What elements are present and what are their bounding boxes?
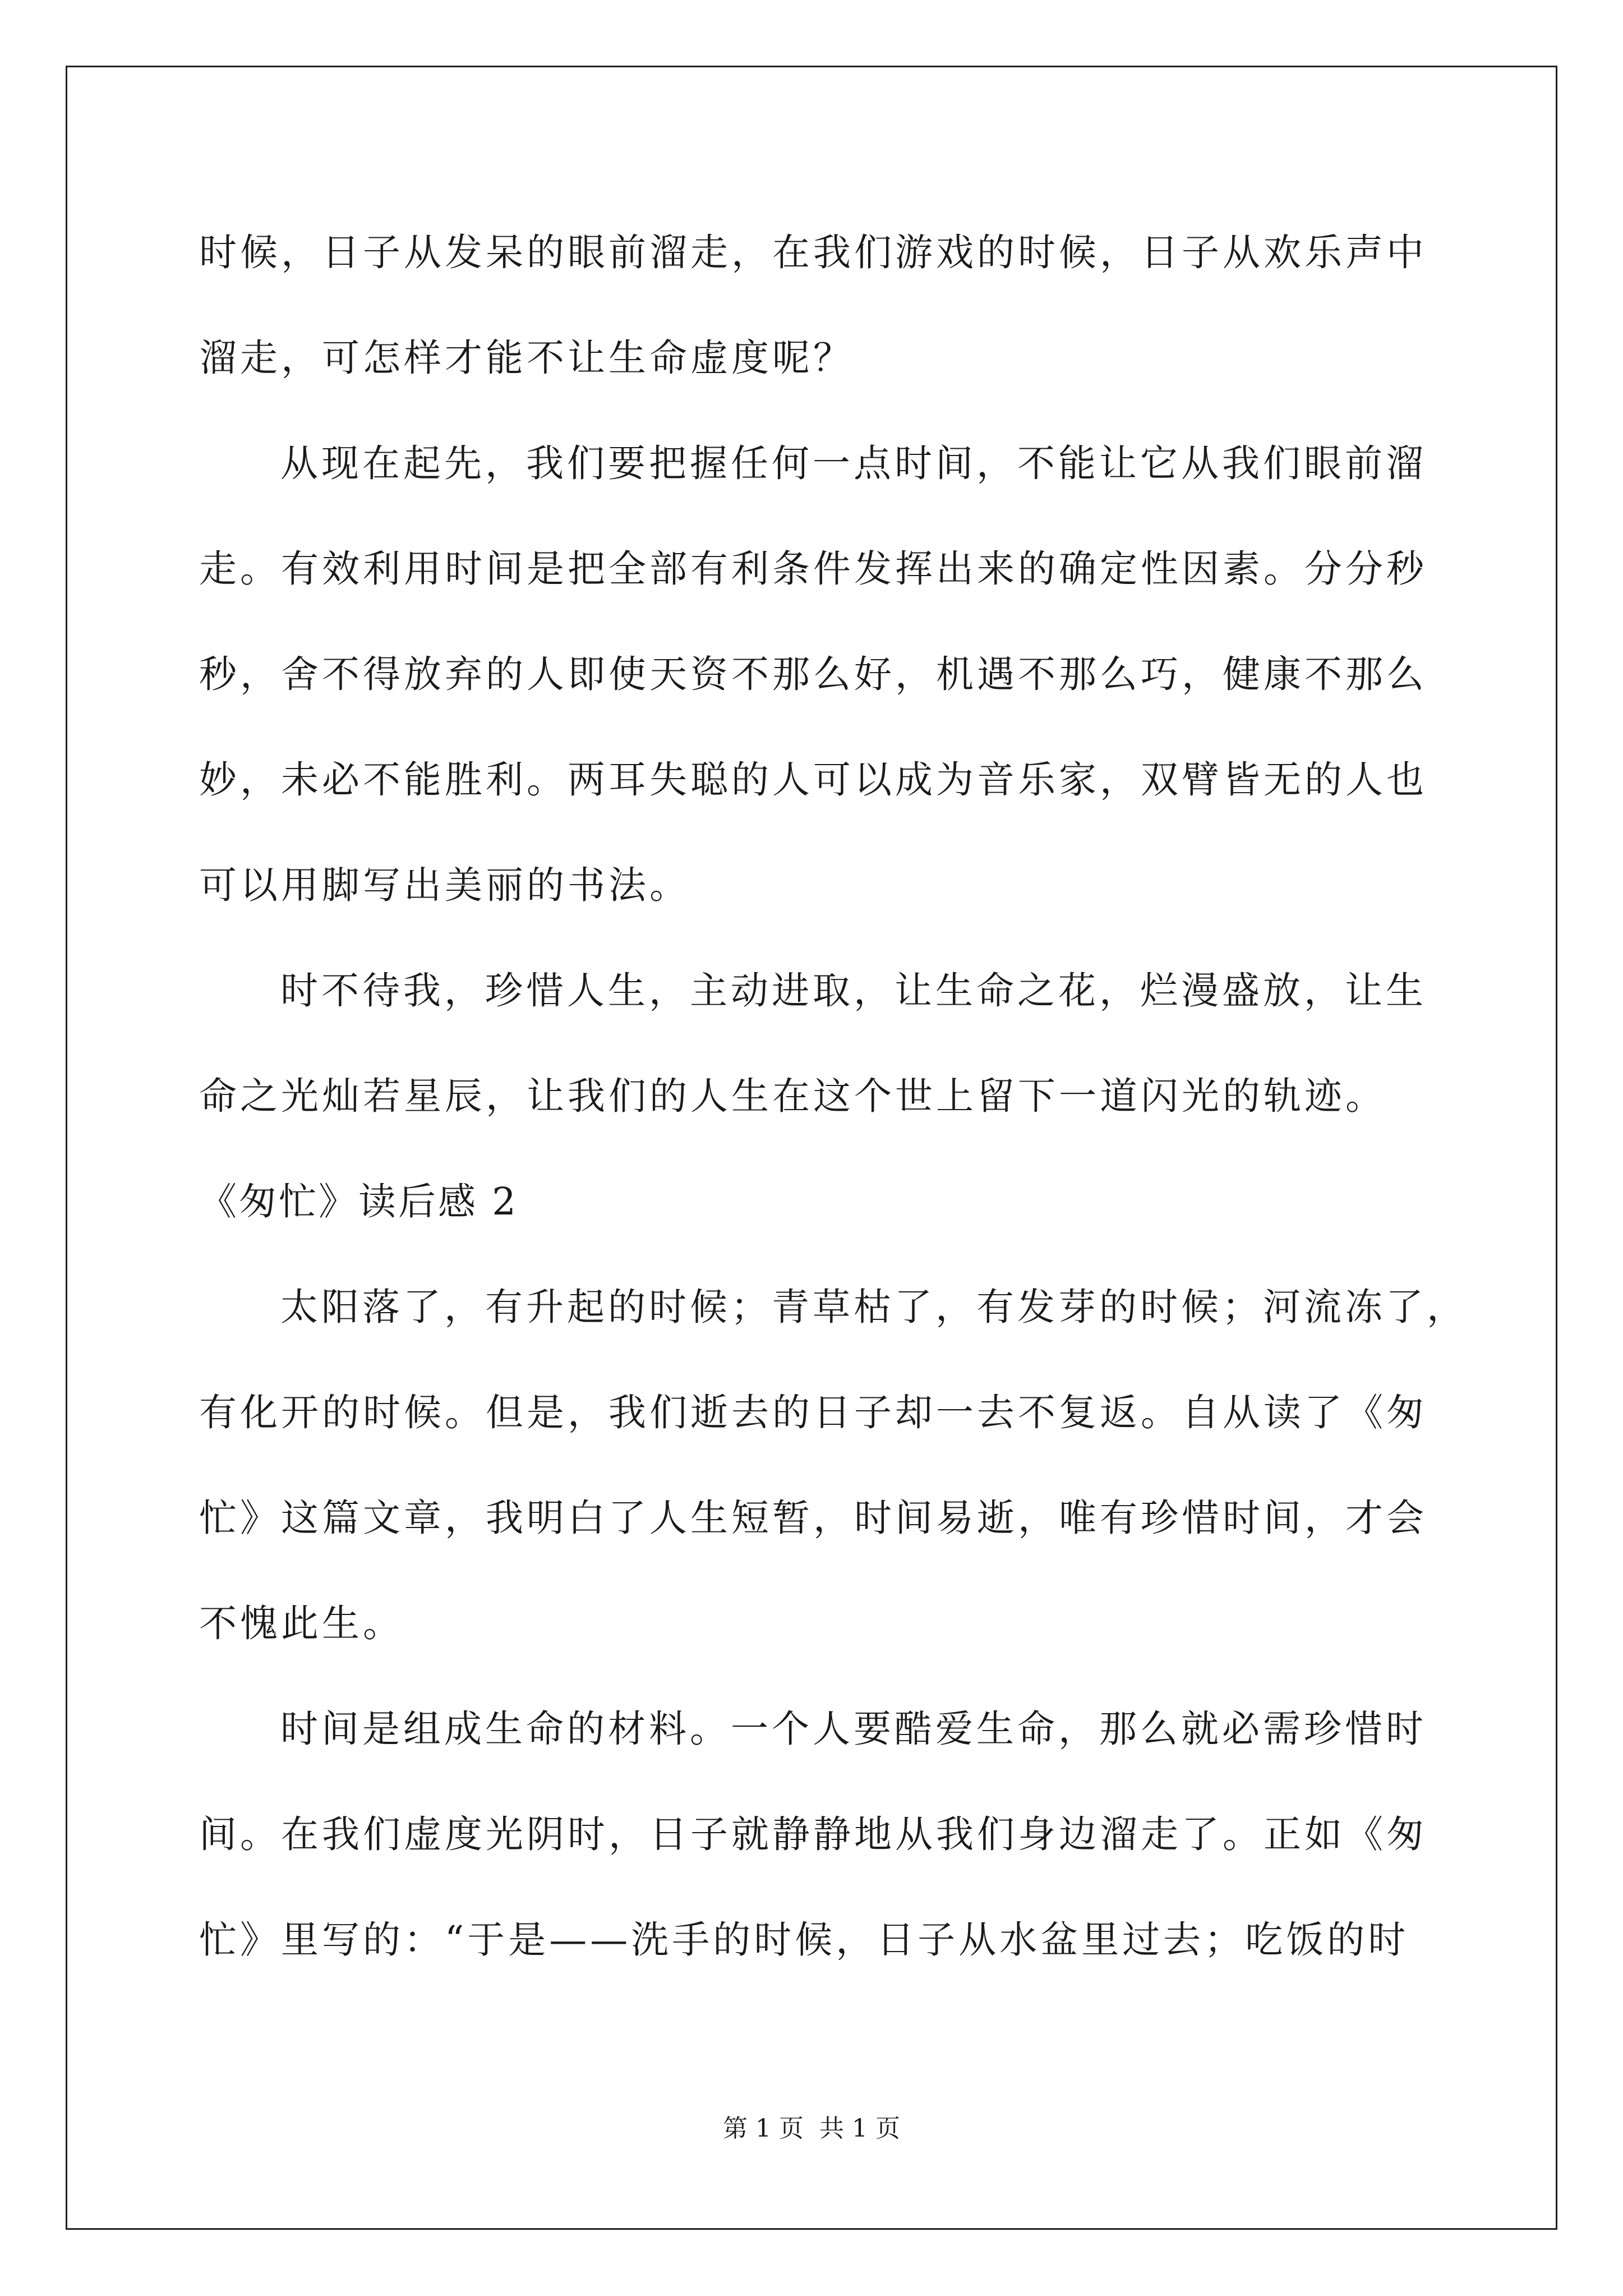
page-number-current: 第 1 页 [723,2114,804,2143]
text-line: 不愧此生。 [199,1602,404,1645]
paragraph-start-line: 从现在起先，我们要把握任何一点时间，不能让它从我们眼前溜 [280,441,1427,485]
text-line: 间。在我们虚度光阴时，日子就静静地从我们身边溜走了。正如《匆 [199,1812,1427,1856]
page-footer [0,2112,1623,2146]
text-line: 有化开的时候。但是，我们逝去的日子却一去不复返。自从读了《匆 [199,1391,1427,1434]
section-heading: 《匆忙》读后感 2 [199,1180,518,1223]
paragraph-start-line: 太阳落了，有升起的时候；青草枯了，有发芽的时候；河流冻了， [280,1285,1468,1329]
text-line: 秒，舍不得放弃的人即使天资不那么好，机遇不那么巧，健康不那么 [199,652,1427,696]
text-line: 溜走，可怎样才能不让生命虚度呢？ [199,336,854,380]
document-body [199,210,1468,2003]
text-line: 可以用脚写出美丽的书法。 [199,863,690,907]
page-number-total: 共 1 页 [819,2114,900,2143]
text-line: 忙》里写的：“于是——洗手的时候，日子从水盆里过去；吃饭的时 [199,1918,1409,1962]
text-line: 走。有效利用时间是把全部有利条件发挥出来的确定性因素。分分秒 [199,547,1427,591]
text-line: 时候，日子从发呆的眼前溜走，在我们游戏的时候，日子从欢乐声中 [199,231,1427,274]
text-line: 妙，未必不能胜利。两耳失聪的人可以成为音乐家，双臂皆无的人也 [199,758,1427,802]
paragraph-start-line: 时间是组成生命的材料。一个人要酷爱生命，那么就必需珍惜时 [280,1707,1427,1751]
paragraph-start-line: 时不待我，珍惜人生，主动进取，让生命之花，烂漫盛放，让生 [280,969,1427,1013]
text-line: 忙》这篇文章，我明白了人生短暂，时间易逝，唯有珍惜时间，才会 [199,1496,1427,1540]
text-line: 命之光灿若星辰，让我们的人生在这个世上留下一道闪光的轨迹。 [199,1074,1386,1118]
